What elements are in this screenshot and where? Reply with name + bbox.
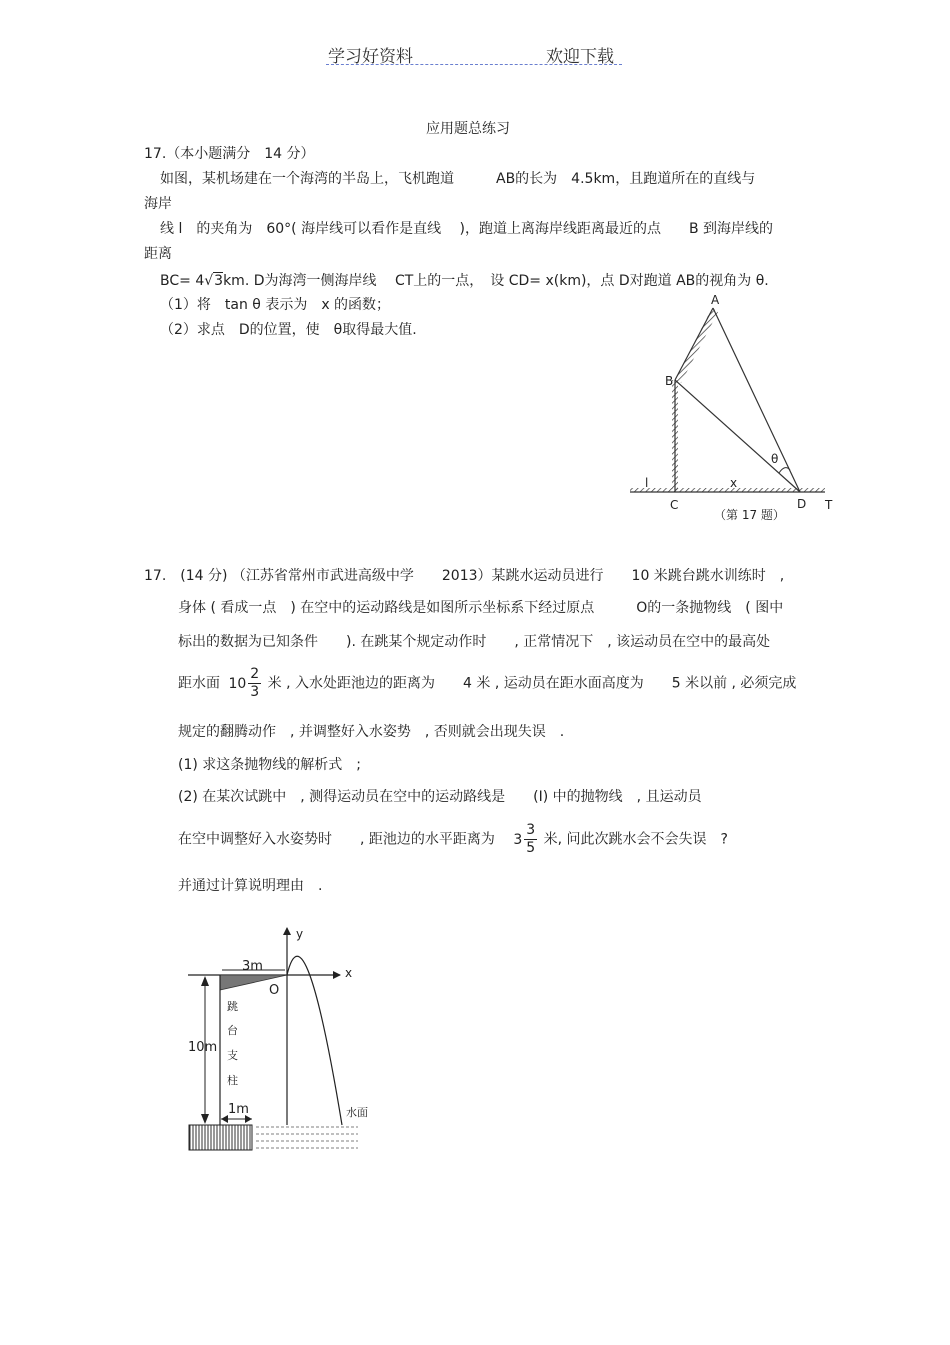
fraction-2-3 xyxy=(248,666,261,701)
label-a: A xyxy=(711,293,720,307)
q1-line5-radicand: 3 xyxy=(214,273,224,289)
q2-line4-whole: 10 xyxy=(228,675,247,692)
fraction-numerator: 3 xyxy=(526,822,536,838)
label-3m: 3m xyxy=(242,959,263,974)
label-c: C xyxy=(670,498,679,512)
label-o: O xyxy=(269,983,280,998)
q2-line8-b: 米, 问此次跳水会不会失误 ? xyxy=(543,831,728,848)
q2-line1: 17. (14 分) （江苏省常州市武进高级中学 2013）某跳水运动员进行 10 米跳台跳水训练时 , xyxy=(144,568,785,584)
q2-line8-whole: 3 xyxy=(513,831,523,848)
label-t: T xyxy=(825,498,833,512)
q2-part2: (2) 在某次试跳中 , 测得运动员在空中的运动路线是 (Ⅰ) 中的抛物线 , 且运动员 xyxy=(178,789,702,805)
trajectory-parabola xyxy=(287,956,342,1125)
q2-line8-a: 在空中调整好入水姿势时 , 距池边的水平距离为 xyxy=(178,831,495,848)
q1-head: 17.（本小题满分 14 分） xyxy=(144,146,315,162)
segment-ad xyxy=(713,308,800,492)
label-x: x xyxy=(345,966,353,980)
header-right: 欢迎下载 xyxy=(546,47,614,67)
q1-line5-a: BC= 4 xyxy=(160,273,205,289)
pillar-char-3: 支 xyxy=(227,1049,238,1062)
q1-line5 xyxy=(160,271,769,291)
q1-line4: 距离 xyxy=(144,246,172,262)
q2-line4 xyxy=(178,666,796,701)
q2-part1: (1) 求这条抛物线的解析式 ; xyxy=(178,757,361,773)
fraction-3-5 xyxy=(524,822,537,857)
pillar-char-2: 台 xyxy=(227,1024,238,1037)
label-l: l xyxy=(645,476,649,490)
q2-line8 xyxy=(178,822,728,857)
fraction-denominator: 3 xyxy=(250,684,260,700)
sqrt-symbol: √ xyxy=(204,273,214,289)
q2-line3: 标出的数据为已知条件 ). 在跳某个规定动作时 , 正常情况下 , 该运动员在空中的最高处 xyxy=(178,634,771,650)
runway-hatch xyxy=(675,308,718,383)
q2-figure xyxy=(180,918,370,1158)
pool-edge-block xyxy=(189,1125,252,1150)
q1-line2: 海岸 xyxy=(144,196,172,212)
dim-1m-arrow-left xyxy=(221,1115,228,1123)
label-10m: 10m xyxy=(188,1040,218,1055)
fraction-numerator: 2 xyxy=(250,666,260,682)
dim-10m-arrow-top xyxy=(201,976,209,986)
label-b: B xyxy=(665,374,674,388)
figure-caption: （第 17 题） xyxy=(714,508,785,522)
water-surface xyxy=(256,1127,358,1148)
q2-line9: 并通过计算说明理由 . xyxy=(178,878,323,894)
q1-line5-b: km. D为海湾一侧海岸线 CT上的一点， 设 CD= x(km)，点 D对跑道 AB的视角为 θ. xyxy=(223,273,769,289)
q2-line2: 身体 ( 看成一点 ) 在空中的运动路线是如图所示坐标系下经过原点 O的一条抛物线 ( 图中 xyxy=(178,600,784,616)
q2-line4-b: 米 , 入水处距池边的距离为 4 米 , 运动员在距水面高度为 5 米以前 , 必须完成 xyxy=(267,675,797,692)
label-y: y xyxy=(296,927,304,941)
fraction-denominator: 5 xyxy=(526,840,536,856)
runway-ab xyxy=(675,308,713,380)
header-left: 学习好资料 xyxy=(328,47,413,67)
q1-line1: 如图，某机场建在一个海湾的半岛上，飞机跑道 AB的长为 4.5km，且跑道所在的直线与 xyxy=(160,171,756,187)
label-x: x xyxy=(730,476,738,490)
page-title: 应用题总练习 xyxy=(426,121,510,137)
dim-10m-arrow-bottom xyxy=(201,1114,209,1124)
q2-line5: 规定的翻腾动作 , 并调整好入水姿势 , 否则就会出现失误 . xyxy=(178,724,565,740)
q1-part1: （1）将 tan θ 表示为 x 的函数； xyxy=(160,297,391,313)
q1-figure xyxy=(620,290,840,530)
label-d: D xyxy=(797,497,807,511)
pillar-char-4: 柱 xyxy=(227,1074,238,1087)
label-water: 水面 xyxy=(346,1106,368,1119)
pillar-char-1: 跳 xyxy=(227,1000,238,1013)
segment-bd xyxy=(675,380,800,492)
header-divider xyxy=(326,64,622,65)
theta-arc xyxy=(779,468,790,473)
label-theta: θ xyxy=(771,452,779,466)
q2-line4-a: 距水面 xyxy=(178,675,220,692)
label-1m: 1m xyxy=(228,1102,249,1117)
q1-part2: （2）求点 D的位置，使 θ取得最大值. xyxy=(160,322,417,338)
q1-line3: 线 l 的夹角为 60°( 海岸线可以看作是直线 )，跑道上离海岸线距离最近的点 B 到海岸线的 xyxy=(160,221,774,237)
